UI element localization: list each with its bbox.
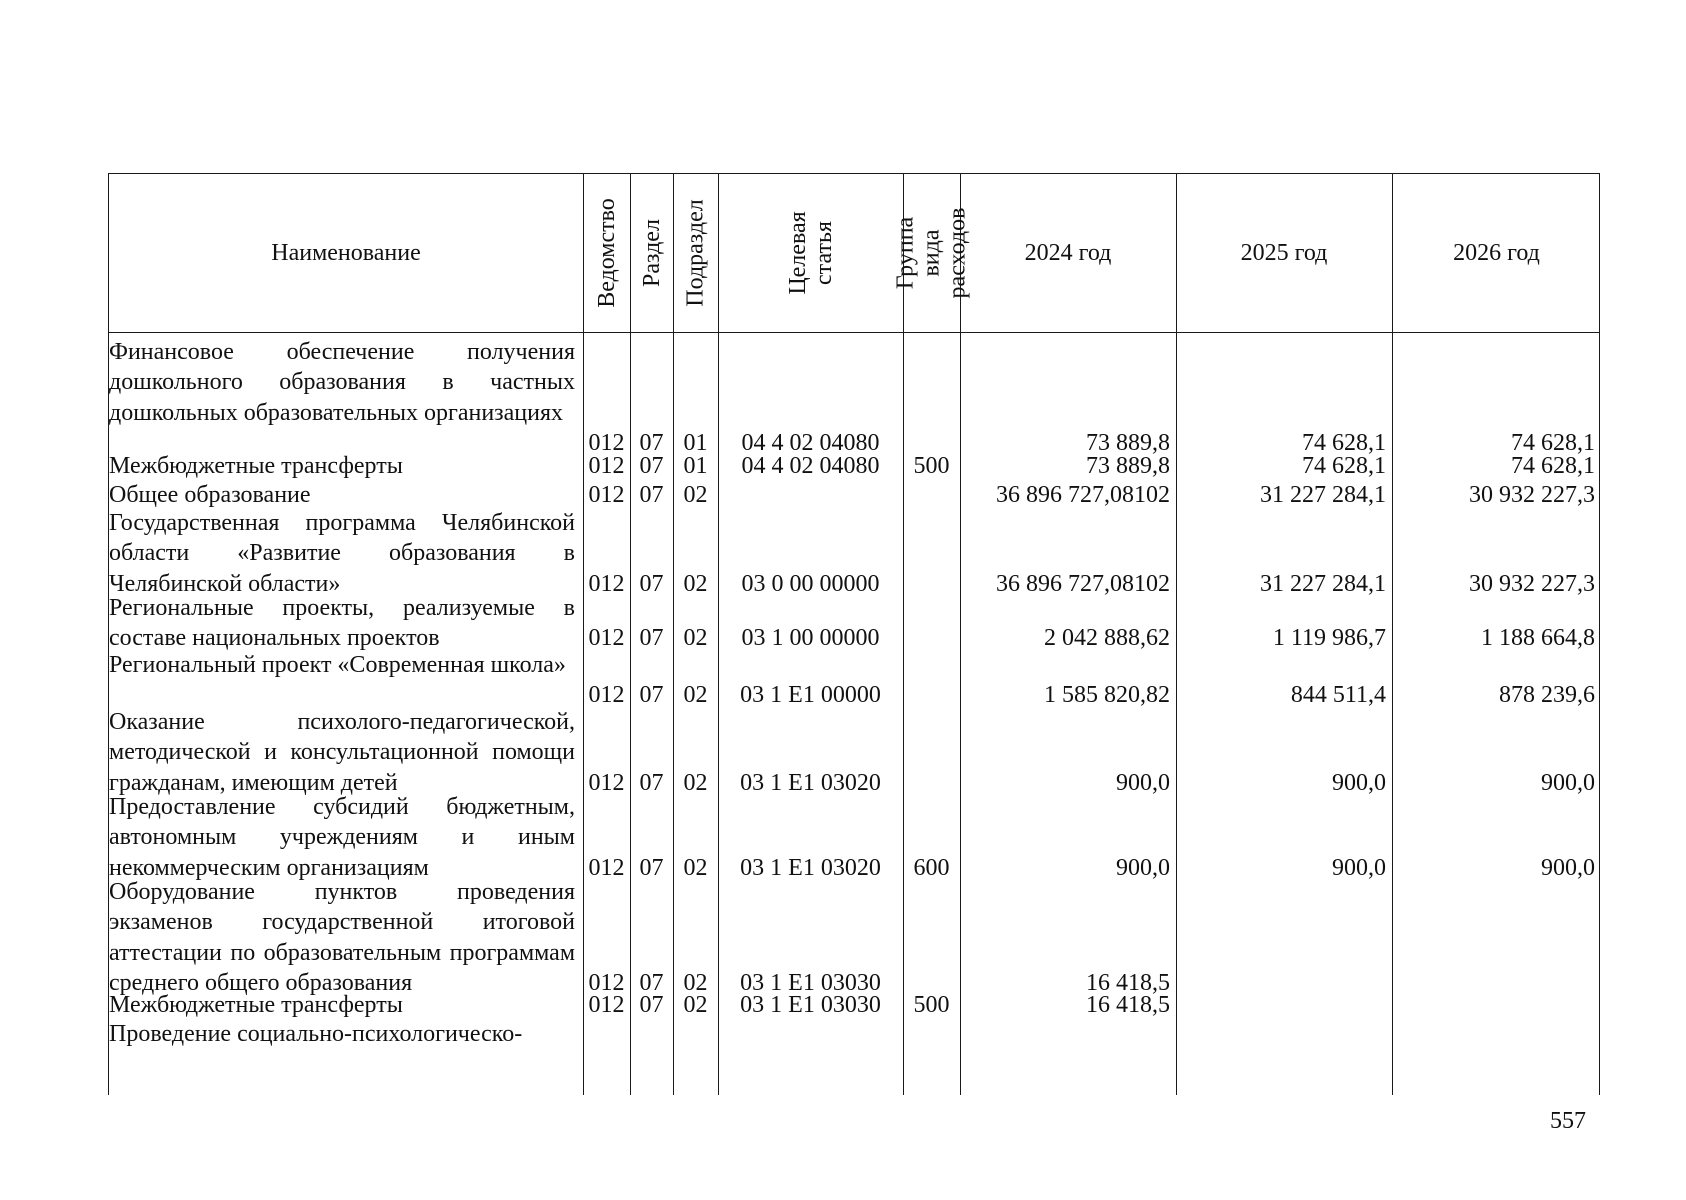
cell-target: 03 1 E1 03030: [740, 992, 881, 1018]
cell-dept: 012: [588, 430, 625, 457]
cell-subsection: 02: [683, 970, 708, 997]
cell-dept: 012: [588, 482, 625, 508]
row-name: Региональный проект «Современная школа»: [109, 652, 566, 678]
cell-y2024: 16 418,5: [1086, 970, 1170, 997]
cell-y2025: 1 119 986,7: [1272, 625, 1386, 652]
cell-target: 03 1 E1 03030: [740, 970, 881, 997]
page-number: 557: [1550, 1108, 1586, 1134]
cell-subsection: 02: [683, 769, 708, 796]
header-divider: [109, 332, 1599, 333]
cell-y2024: 36 896 727,08102: [996, 482, 1170, 508]
cell-group: 600: [913, 854, 950, 881]
cell-dept: 012: [588, 854, 625, 881]
cell-y2024: 900,0: [1116, 769, 1170, 796]
cell-y2026: 74 628,1: [1511, 430, 1595, 457]
cell-subsection: 02: [683, 482, 708, 508]
cell-dept: 012: [588, 769, 625, 796]
cell-y2026: 74 628,1: [1511, 453, 1595, 479]
row-name: Оборудование пунктов проведения экзаменов государственной итоговой аттестации по образовательным программам среднего общего образования: [109, 879, 575, 997]
cell-section: 07: [639, 769, 664, 796]
cell-subsection: 02: [683, 992, 708, 1018]
cell-y2025: 74 628,1: [1302, 430, 1386, 457]
header-2025: 2025 год: [1240, 240, 1328, 266]
row-name: Межбюджетные трансферты: [109, 453, 403, 479]
cell-section: 07: [639, 625, 664, 652]
cell-y2025: 31 227 284,1: [1260, 482, 1386, 508]
row-name: Оказание психолого-педагогической, методической и консультационной помощи гражданам, имеющим детей: [109, 709, 575, 796]
cell-y2026: 30 932 227,3: [1469, 570, 1595, 597]
cell-section: 07: [639, 430, 664, 457]
cell-section: 07: [639, 970, 664, 997]
cell-target: 04 4 02 04080: [741, 453, 880, 479]
cell-dept: 012: [588, 453, 625, 479]
cell-target: 03 1 E1 03020: [740, 769, 881, 796]
cell-subsection: 02: [683, 625, 708, 652]
cell-dept: 012: [588, 570, 625, 597]
header-target: Целевая статья: [784, 211, 837, 295]
cell-y2024: 900,0: [1116, 854, 1170, 881]
cell-target: 03 1 E1 00000: [740, 682, 881, 709]
row-name: Проведение социально-психологическо-: [109, 1021, 523, 1047]
cell-group: 500: [913, 992, 950, 1018]
cell-y2025: 74 628,1: [1302, 453, 1386, 479]
cell-y2025: 31 227 284,1: [1260, 570, 1386, 597]
cell-dept: 012: [588, 970, 625, 997]
header-subsection: Подраздел: [682, 199, 709, 307]
row-name: Предоставление субсидий бюджетным, автономным учреждениям и иным некоммерческим организациям: [109, 794, 575, 881]
row-name: Финансовое обеспечение получения дошкольного образования в частных дошкольных образовательных организациях: [109, 339, 575, 426]
header-name: Наименование: [271, 240, 421, 266]
header-dept: Ведомство: [593, 198, 620, 308]
row-name: Государственная программа Челябинской области «Развитие образования в Челябинской области»: [109, 510, 575, 597]
cell-subsection: 01: [683, 430, 708, 457]
cell-y2026: 900,0: [1541, 854, 1595, 881]
cell-target: 04 4 02 04080: [741, 430, 880, 457]
cell-subsection: 02: [683, 682, 708, 709]
cell-y2026: 900,0: [1541, 769, 1595, 796]
cell-dept: 012: [588, 625, 625, 652]
row-name: Общее образование: [109, 482, 311, 508]
cell-y2026: 1 188 664,8: [1481, 625, 1595, 652]
cell-y2026: 30 932 227,3: [1469, 482, 1595, 508]
cell-y2024: 16 418,5: [1086, 992, 1170, 1018]
cell-y2024: 36 896 727,08102: [996, 570, 1170, 597]
cell-section: 07: [639, 682, 664, 709]
cell-dept: 012: [588, 682, 625, 709]
cell-section: 07: [639, 482, 664, 508]
cell-y2025: 844 511,4: [1290, 682, 1386, 709]
header-2024: 2024 год: [1024, 240, 1112, 266]
cell-target: 03 1 00 00000: [741, 625, 880, 652]
cell-subsection: 02: [683, 854, 708, 881]
header-2026: 2026 год: [1453, 240, 1540, 266]
cell-section: 07: [639, 570, 664, 597]
cell-y2024: 73 889,8: [1086, 453, 1170, 479]
cell-target: 03 1 E1 03020: [740, 854, 881, 881]
cell-y2024: 2 042 888,62: [1044, 625, 1170, 652]
cell-section: 07: [639, 854, 664, 881]
cell-subsection: 02: [683, 570, 708, 597]
row-name: Межбюджетные трансферты: [109, 992, 403, 1018]
cell-section: 07: [639, 453, 664, 479]
row-name: Региональные проекты, реализуемые в составе национальных проектов: [109, 595, 575, 652]
cell-subsection: 01: [683, 453, 708, 479]
cell-y2025: 900,0: [1332, 854, 1386, 881]
cell-y2025: 900,0: [1332, 769, 1386, 796]
cell-y2024: 1 585 820,82: [1044, 682, 1170, 709]
cell-y2024: 73 889,8: [1086, 430, 1170, 457]
header-section: Раздел: [638, 219, 665, 287]
cell-dept: 012: [588, 992, 625, 1018]
cell-y2026: 878 239,6: [1499, 682, 1595, 709]
cell-group: 500: [913, 453, 950, 479]
cell-section: 07: [639, 992, 664, 1018]
budget-table: [108, 173, 1600, 1095]
cell-target: 03 0 00 00000: [741, 570, 880, 597]
header-group: Группа вида расходов: [892, 207, 971, 299]
